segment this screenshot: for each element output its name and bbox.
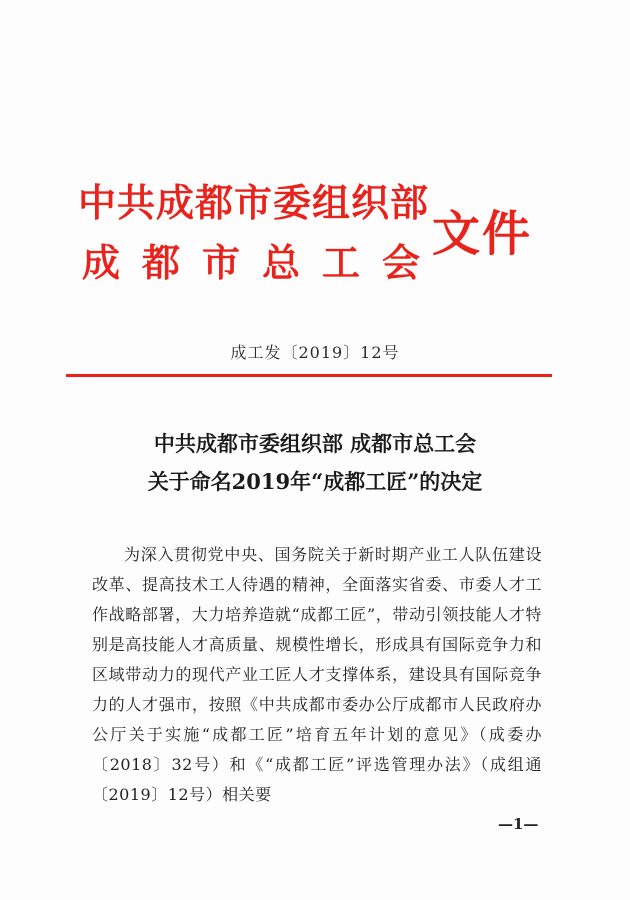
document-title-line-1: 中共成都市委组织部 成都市总工会 bbox=[153, 431, 477, 456]
red-divider-line bbox=[66, 374, 552, 377]
document-number: 成工发〔2019〕12号 bbox=[230, 343, 400, 362]
document-type-label: 文件 bbox=[432, 206, 533, 262]
issuing-org-line-2: 成都市总工会 bbox=[82, 241, 443, 285]
page-number: —1— bbox=[498, 815, 539, 833]
document-title-line-2: 关于命名2019年“成都工匠”的决定 bbox=[147, 469, 483, 494]
issuing-org-line-1: 中共成都市委组织部 bbox=[78, 181, 430, 225]
body-paragraph: 为深入贯彻党中央、国务院关于新时期产业工人队伍建设改革、提高技术工人待遇的精神，全面落实省委、市委人才工作战略部署，大力培养造就“成都工匠”，带动引领技能人才特别是高技能人才高质量、规模性增长，形成具有国际竞争力和区域带动力的现代产业工匠人才支撑体系，建设具有国际竞争力的人才强市，按照《中共成都市委办公厅成都市人民政府办公厅关于实施“成都工匠”培育五年计划的意见》（成委办〔2018〕32号）和《“成都工匠”评选管理办法》（成组通〔2019〕12号）相关要 bbox=[92, 545, 542, 804]
